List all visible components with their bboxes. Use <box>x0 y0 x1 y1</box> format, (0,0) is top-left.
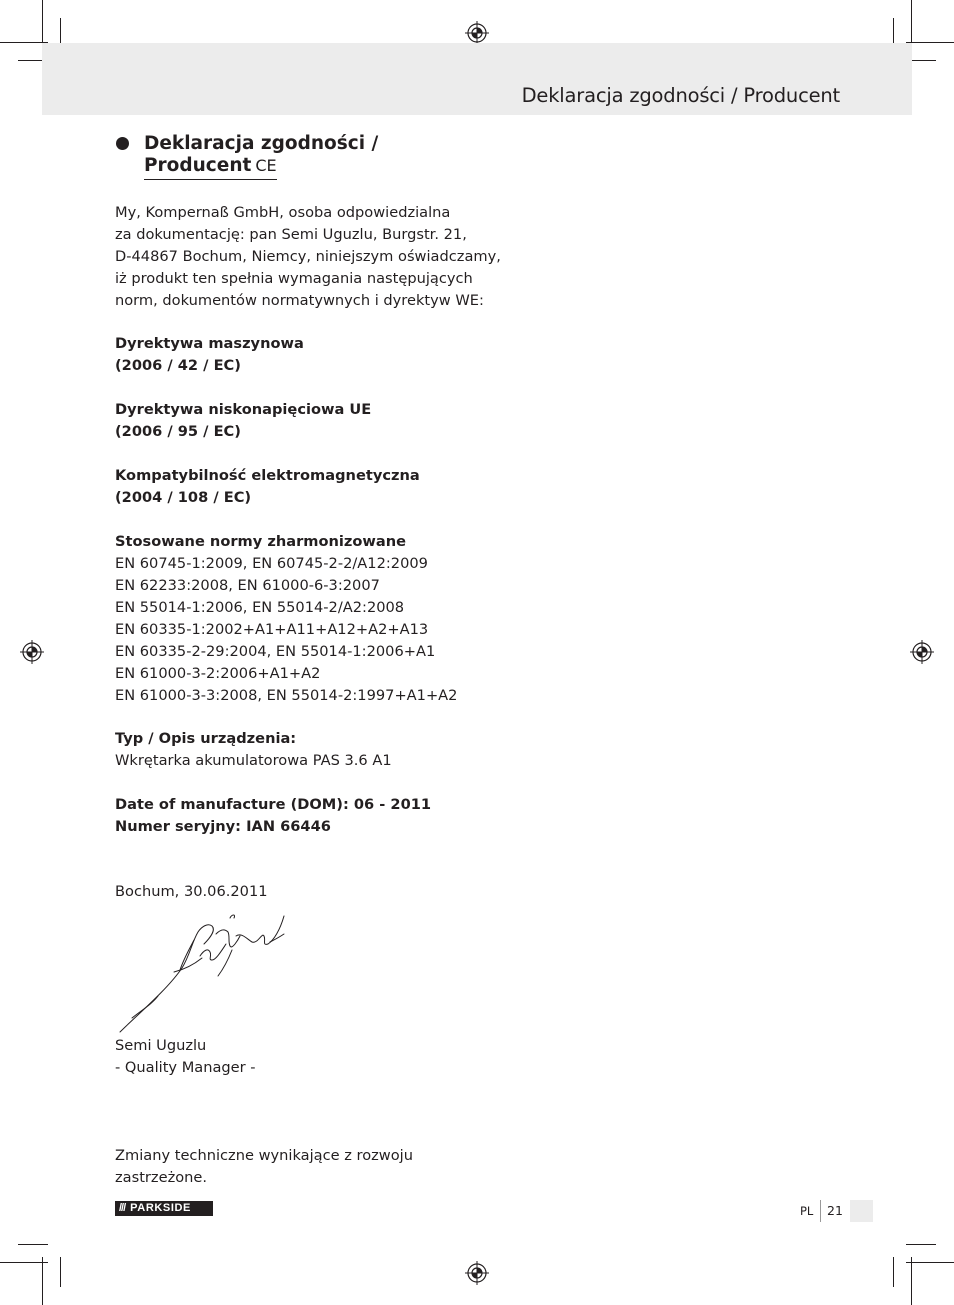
manufacture-date: Date of manufacture (DOM): 06 - 2011 <box>115 796 432 813</box>
signature-icon <box>112 910 294 1036</box>
standard-line: EN 61000-3-3:2008, EN 55014-2:1997+A1+A2 <box>115 687 458 704</box>
registration-mark-icon <box>465 21 489 45</box>
standard-line: EN 62233:2008, EN 61000-6-3:2007 <box>115 577 380 594</box>
standards-heading: Stosowane normy zharmonizowane <box>115 533 407 550</box>
directive-emc <box>115 465 475 509</box>
registration-mark-icon <box>465 1261 489 1285</box>
intro-line: D-44867 Bochum, Niemcy, niniejszym oświadczamy, <box>115 248 501 265</box>
intro-paragraph <box>115 202 501 312</box>
section-title-underline <box>144 179 277 180</box>
crop-mark-icon <box>893 1257 894 1287</box>
section-title-producent: Producent <box>144 155 252 176</box>
place-date-text: Bochum, 30.06.2011 <box>115 883 268 900</box>
directive-name: Dyrektywa niskonapięciowa UE <box>115 401 372 418</box>
language-code: PL <box>800 1204 814 1218</box>
logo-slashes-icon: /// <box>119 1202 126 1214</box>
page-number: 21 <box>827 1203 843 1218</box>
device-heading: Typ / Opis urządzenia: <box>115 730 297 747</box>
footnote-line: zastrzeżone. <box>115 1169 208 1186</box>
page-header-title: Deklaracja zgodności / Producent <box>521 84 840 107</box>
crop-mark-icon <box>906 1244 936 1245</box>
bullet-icon <box>116 137 129 150</box>
signatory-name: Semi Uguzlu <box>115 1037 207 1054</box>
intro-line: za dokumentację: pan Semi Uguzlu, Burgstr. 21, <box>115 226 467 243</box>
crop-mark-icon <box>42 1257 43 1305</box>
directive-low-voltage <box>115 399 475 443</box>
place-date <box>115 881 475 903</box>
registration-mark-icon <box>910 640 934 664</box>
footer-tab <box>850 1200 873 1222</box>
standard-line: EN 55014-1:2006, EN 55014-2/A2:2008 <box>115 599 405 616</box>
standard-line: EN 60335-1:2002+A1+A11+A12+A2+A13 <box>115 621 429 638</box>
section-title-line1: Deklaracja zgodności / <box>144 133 379 154</box>
standard-line: EN 60335-2-29:2004, EN 55014-1:2006+A1 <box>115 643 436 660</box>
device-name: Wkrętarka akumulatorowa PAS 3.6 A1 <box>115 752 392 769</box>
intro-line: My, Kompernaß GmbH, osoba odpowiedzialna <box>115 204 451 221</box>
registration-mark-icon <box>20 640 44 664</box>
standard-line: EN 60745-1:2009, EN 60745-2-2/A12:2009 <box>115 555 428 572</box>
crop-mark-icon <box>911 0 912 48</box>
crop-mark-icon <box>906 42 954 43</box>
crop-mark-icon <box>911 1257 912 1305</box>
directive-number: (2006 / 95 / EC) <box>115 423 241 440</box>
intro-line: iż produkt ten spełnia wymagania następujących <box>115 270 473 287</box>
device-block <box>115 728 475 772</box>
technical-changes-note <box>115 1145 475 1189</box>
manufacture-block <box>115 794 475 838</box>
crop-mark-icon <box>0 1262 48 1263</box>
standards-block <box>115 531 475 707</box>
signatory-role: - Quality Manager - <box>115 1059 256 1076</box>
directive-number: (2006 / 42 / EC) <box>115 357 241 374</box>
logo-text: PARKSIDE <box>130 1202 191 1214</box>
crop-mark-icon <box>906 1262 954 1263</box>
crop-mark-icon <box>0 42 48 43</box>
directive-name: Kompatybilność elektromagnetyczna <box>115 467 420 484</box>
parkside-logo <box>115 1201 213 1216</box>
directive-machinery <box>115 333 475 377</box>
crop-mark-icon <box>18 1244 48 1245</box>
signatory-block <box>115 1035 475 1079</box>
crop-mark-icon <box>60 1257 61 1287</box>
standard-line: EN 61000-3-2:2006+A1+A2 <box>115 665 321 682</box>
section-title-line2 <box>144 155 378 177</box>
intro-line: norm, dokumentów normatywnych i dyrektyw WE: <box>115 292 484 309</box>
serial-number: Numer seryjny: IAN 66446 <box>115 818 331 835</box>
footnote-line: Zmiany techniczne wynikające z rozwoju <box>115 1147 413 1164</box>
crop-mark-icon <box>42 0 43 48</box>
section-title <box>144 133 378 177</box>
ce-mark-icon: CE <box>255 156 277 175</box>
footer-divider <box>820 1200 821 1222</box>
directive-name: Dyrektywa maszynowa <box>115 335 304 352</box>
directive-number: (2004 / 108 / EC) <box>115 489 252 506</box>
